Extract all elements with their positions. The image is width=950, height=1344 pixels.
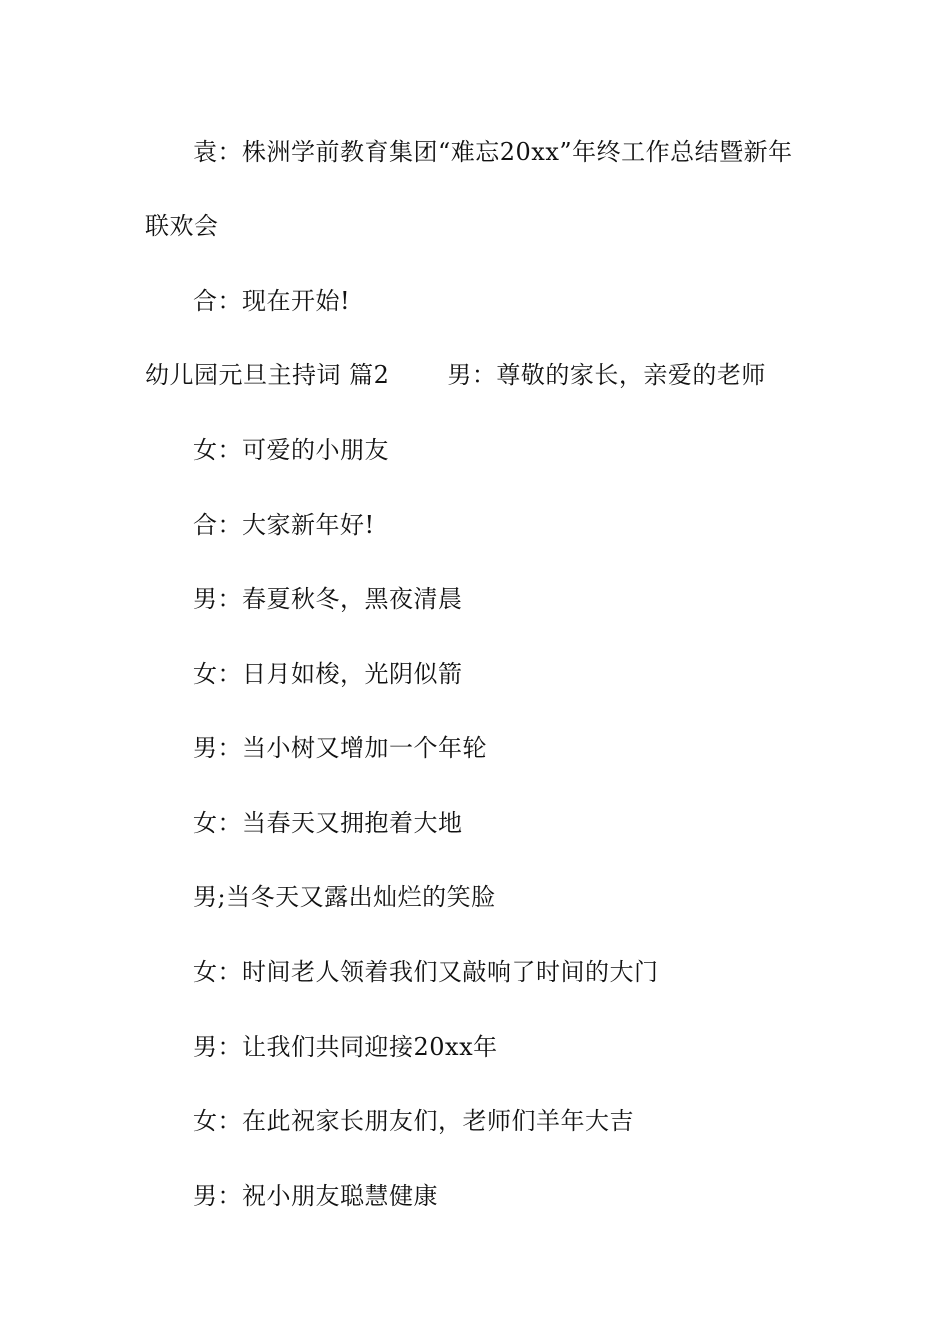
paragraph-line: 男;当冬天又露出灿烂的笑脸: [193, 883, 496, 911]
paragraph-line: 男：让我们共同迎接20xx年: [193, 1033, 498, 1061]
paragraph-line: 男：祝小朋友聪慧健康: [193, 1182, 438, 1210]
paragraph-line: 男：春夏秋冬，黑夜清晨: [193, 585, 463, 613]
paragraph-line: 男：当小树又增加一个年轮: [193, 734, 487, 762]
section-heading-line: [145, 360, 766, 390]
paragraph-line: 女：日月如梭，光阴似箭: [193, 660, 463, 688]
paragraph-line: 女：当春天又拥抱着大地: [193, 809, 463, 837]
paragraph-line: 男：尊敬的家长，亲爱的老师: [447, 361, 766, 389]
paragraph-line: 合：现在开始!: [193, 287, 351, 315]
paragraph-line: 女：在此祝家长朋友们，老师们羊年大吉: [193, 1107, 634, 1135]
section-title: 幼儿园元旦主持词 篇2: [145, 361, 390, 389]
paragraph-line: 女：时间老人领着我们又敲响了时间的大门: [193, 958, 659, 986]
paragraph-line: 袁：株洲学前教育集团“难忘20xx”年终工作总结暨新年: [193, 138, 793, 166]
paragraph-line: 女：可爱的小朋友: [193, 436, 389, 464]
paragraph-line: 合：大家新年好!: [193, 511, 375, 539]
paragraph-line: 联欢会: [145, 212, 219, 240]
